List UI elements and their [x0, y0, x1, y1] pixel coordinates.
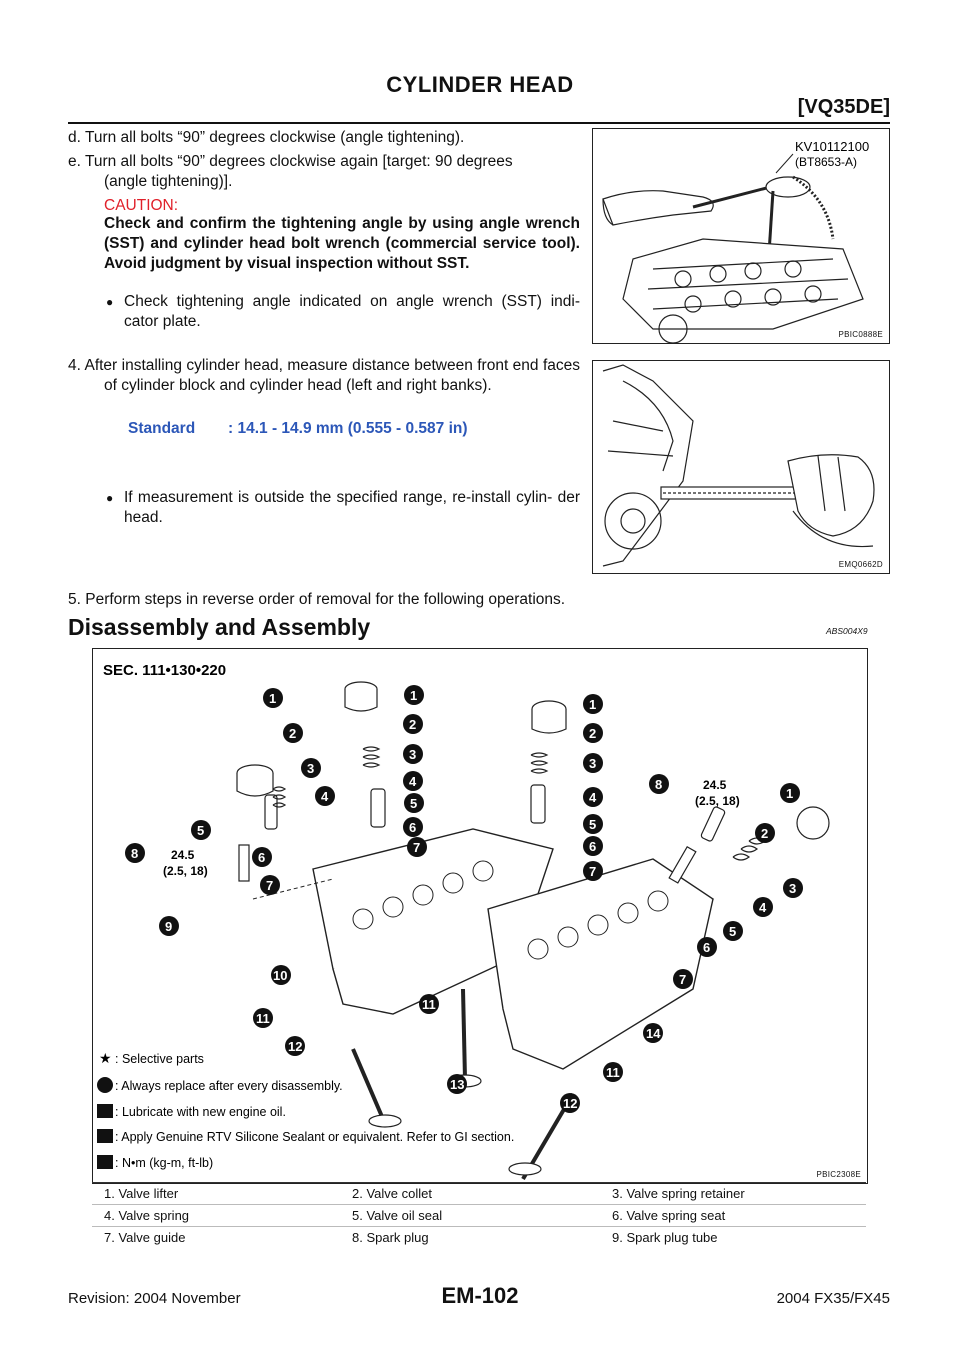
caution-text: Check and confirm the tightening angle by using angle wrench (SST) and cylinder head bolt wrench (commercial service tool). Avoid judgment by visual inspection without SST.: [104, 215, 580, 272]
callout-label: 11: [606, 1065, 620, 1080]
callout-label: 1: [269, 691, 277, 706]
section-reference: SEC. 111•130•220: [103, 662, 227, 679]
angle-wrench-illustration: [593, 129, 889, 343]
standard-value: : 14.1 - 14.9 mm (0.555 - 0.587 in): [228, 420, 468, 437]
part-cell: 7. Valve guide: [104, 1230, 186, 1245]
legend: [97, 1050, 514, 1170]
legend-sealant: : Apply Genuine RTV Silicone Sealant or equivalent. Refer to GI section.: [115, 1130, 515, 1144]
callout-label: 4: [589, 790, 597, 805]
step-e-line2: (angle tightening)].: [104, 173, 233, 190]
step-4-bullet: ● If measurement is outside the specified range, re-install cylin- der head.: [104, 488, 580, 528]
torque-value: 24.5: [703, 778, 727, 792]
page-number: EM-102: [441, 1283, 519, 1308]
callout-label: 6: [409, 820, 417, 835]
step-e-line1: e. Turn all bolts “90” degrees clockwise again [target: 90 degrees: [68, 153, 513, 170]
table-row-rule: [92, 1226, 866, 1227]
part-cell: 2. Valve collet: [352, 1186, 432, 1201]
part-cell: 5. Valve oil seal: [352, 1208, 443, 1223]
callout-label: 2: [409, 717, 417, 732]
tool-alt-code: (BT8653-A): [795, 155, 858, 169]
callout-label: 7: [266, 878, 274, 893]
torque-value: 24.5: [171, 848, 195, 862]
engine-code: [VQ35DE]: [797, 96, 890, 118]
oil-icon: [97, 1104, 113, 1118]
callout-label: 4: [321, 789, 329, 804]
callout-label: 6: [589, 839, 597, 854]
legend-torque: : N•m (kg-m, ft-lb): [115, 1156, 214, 1170]
callout-label: 3: [589, 756, 597, 771]
step-4: 4. After installing cylinder head, measure distance between front end faces of cylinder block and cylinder head (left and right banks).: [68, 357, 580, 394]
part-cell: 9. Spark plug tube: [612, 1230, 718, 1245]
callout-label: 11: [422, 997, 436, 1012]
callout-label: 7: [589, 864, 597, 879]
callout-label: 5: [729, 924, 737, 939]
exploded-view-illustration: [93, 649, 867, 1183]
torque-alt: (2.5, 18): [163, 864, 208, 878]
callout-label: 8: [655, 777, 663, 792]
callout-label: 2: [761, 826, 769, 841]
callout-label: 13: [450, 1077, 465, 1092]
figure-exploded-view: [92, 648, 868, 1184]
step-d: d. Turn all bolts “90” degrees clockwise (angle tightening).: [68, 129, 465, 146]
callout-label: 12: [563, 1096, 578, 1111]
part-cell: 8. Spark plug: [352, 1230, 429, 1245]
model-name: 2004 FX35/FX45: [776, 1290, 890, 1307]
callout-label: 4: [759, 900, 767, 915]
revision-date: Revision: 2004 November: [68, 1290, 241, 1307]
callout-label: 8: [131, 846, 139, 861]
replace-icon: [97, 1077, 113, 1093]
figure-id: PBIC2308E: [816, 1170, 861, 1179]
callout-label: 7: [679, 972, 687, 987]
callout-label: 7: [413, 840, 421, 855]
callout-label: 5: [410, 796, 418, 811]
section-title: Disassembly and Assembly: [68, 614, 371, 640]
callout-label: 10: [273, 968, 288, 983]
table-row-rule: [92, 1204, 866, 1205]
page-title: CYLINDER HEAD: [386, 72, 574, 97]
header-rule: [68, 122, 890, 124]
torque-icon: [97, 1155, 113, 1169]
callout-label: 9: [165, 919, 173, 934]
callout-label: 3: [789, 881, 797, 896]
callout-label: 6: [258, 850, 266, 865]
figure-id: EMQ0662D: [838, 560, 883, 569]
caution-label: CAUTION:: [104, 197, 179, 214]
part-cell: 4. Valve spring: [104, 1208, 190, 1223]
figure-caliper-measurement: [592, 360, 890, 574]
callout-label: 11: [256, 1011, 270, 1026]
torque-alt: (2.5, 18): [695, 794, 740, 808]
legend-selective: : Selective parts: [115, 1052, 204, 1066]
callout-label: 2: [589, 726, 597, 741]
callout-label: 12: [288, 1039, 303, 1054]
caliper-illustration: [593, 361, 889, 573]
callout-label: 1: [410, 688, 418, 703]
step-5: 5. Perform steps in reverse order of removal for the following operations.: [68, 591, 566, 608]
callout-label: 1: [786, 786, 794, 801]
callout-label: 6: [703, 940, 711, 955]
figure-id: PBIC0888E: [838, 330, 883, 339]
callout-label: 3: [409, 747, 417, 762]
tool-code: KV10112100: [795, 139, 870, 154]
caution-bullet: ● Check tightening angle indicated on angle wrench (SST) indi- cator plate.: [104, 292, 580, 332]
standard-label: Standard: [128, 420, 196, 437]
part-cell: 3. Valve spring retainer: [612, 1186, 745, 1201]
callout-label: 1: [589, 697, 597, 712]
callout-label: 3: [307, 761, 315, 776]
star-icon: ★: [99, 1050, 112, 1066]
callout-label: 2: [289, 726, 297, 741]
legend-lubricate: : Lubricate with new engine oil.: [115, 1105, 286, 1119]
part-cell: 6. Valve spring seat: [612, 1208, 726, 1223]
callout-label: 4: [409, 774, 417, 789]
legend-replace: : Always replace after every disassembly.: [115, 1079, 343, 1093]
callout-label: 5: [589, 817, 597, 832]
figure-angle-wrench: [592, 128, 890, 344]
section-code: ABS004X9: [826, 626, 868, 636]
callout-label: 5: [197, 823, 205, 838]
callout-label: 14: [646, 1026, 661, 1041]
table-top-rule: [92, 1182, 866, 1183]
part-cell: 1. Valve lifter: [104, 1186, 179, 1201]
sealant-icon: [97, 1129, 113, 1143]
